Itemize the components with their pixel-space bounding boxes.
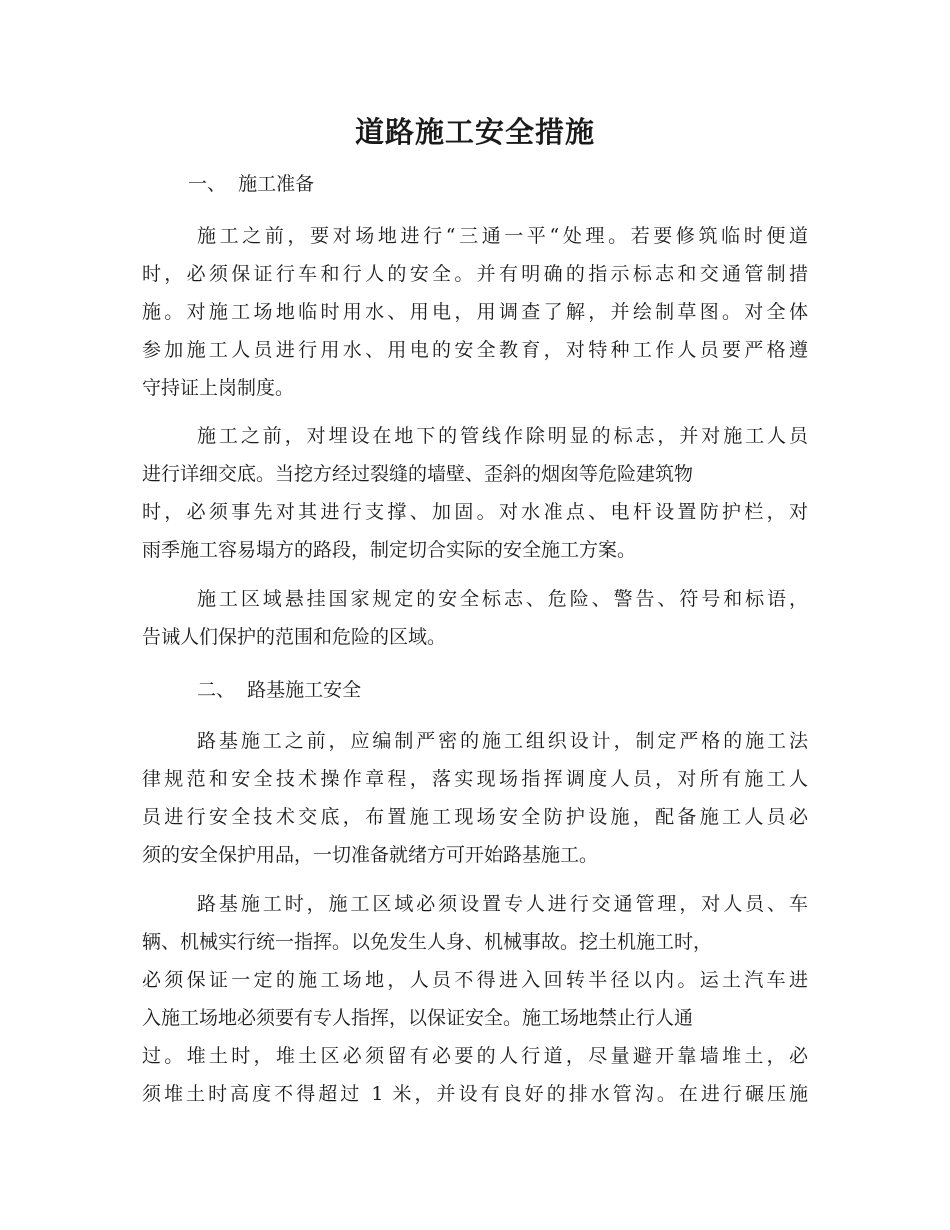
section-heading-1: 一、 施工准备: [188, 173, 315, 195]
paragraph-1-2: [142, 417, 808, 569]
paragraph-2-2: [142, 885, 808, 1113]
text-line: 施工之前，要对场地进行“三通一平“处理。若要修筑临时便道: [197, 225, 808, 247]
text-line: 入施工场地必须要有专人指挥，以保证安全。施工场地禁止行人通: [142, 1007, 694, 1029]
text-line: 时，必须保证行车和行人的安全。并有明确的指示标志和交通管制措: [142, 263, 808, 285]
text-line: 路基施工之前，应编制严密的施工组织设计，制定严格的施工法: [197, 730, 808, 752]
section-heading-2: 二、 路基施工安全: [197, 679, 362, 701]
text-line: 须堆土时高度不得超过 1 米，并设有良好的排水管沟。在进行碾压施: [142, 1083, 808, 1105]
text-line: 告诫人们保护的范围和危险的区域。: [142, 626, 447, 648]
paragraph-1-1: [142, 217, 808, 407]
text-line: 施工区域悬挂国家规定的安全标志、危险、警告、符号和标语，: [197, 588, 808, 610]
text-line: 过。堆土时，堆土区必须留有必要的人行道，尽量避开靠墙堆土，必: [142, 1045, 808, 1067]
text-line: 进行详细交底。当挖方经过裂缝的墙壁、歪斜的烟囱等危险建筑物: [142, 463, 694, 485]
text-line: 律规范和安全技术操作章程，落实现场指挥调度人员，对所有施工人: [142, 768, 808, 790]
text-line: 参加施工人员进行用水、用电的安全教育，对特种工作人员要严格遵: [142, 339, 808, 361]
text-line: 施。对施工场地临时用水、用电，用调查了解，并绘制草图。对全体: [142, 301, 808, 323]
text-line: 守持证上岗制度。: [142, 377, 295, 399]
text-line: 施工之前，对埋设在地下的管线作除明显的标志，并对施工人员: [197, 425, 808, 447]
text-line: 雨季施工容易塌方的路段，制定切合实际的安全施工方案。: [142, 539, 637, 561]
text-line: 必须保证一定的施工场地，人员不得进入回转半径以内。运土汽车进: [142, 969, 808, 991]
text-line: 路基施工时，施工区域必须设置专人进行交通管理，对人员、车: [197, 893, 808, 915]
text-line: 须的安全保护用品，一切准备就绪方可开始路基施工。: [142, 844, 599, 866]
document-title: 道路施工安全措施: [354, 115, 595, 149]
paragraph-1-3: [142, 580, 808, 656]
paragraph-2-1: [142, 722, 808, 874]
text-line: 时，必须事先对其进行支撑、加固。对水准点、电杆设置防护栏，对: [142, 501, 808, 523]
text-line: 辆、机械实行统一指挥。以免发生人身、机械事故。挖土机施工时，: [142, 931, 713, 953]
text-line: 员进行安全技术交底，布置施工现场安全防护设施，配备施工人员必: [142, 806, 808, 828]
